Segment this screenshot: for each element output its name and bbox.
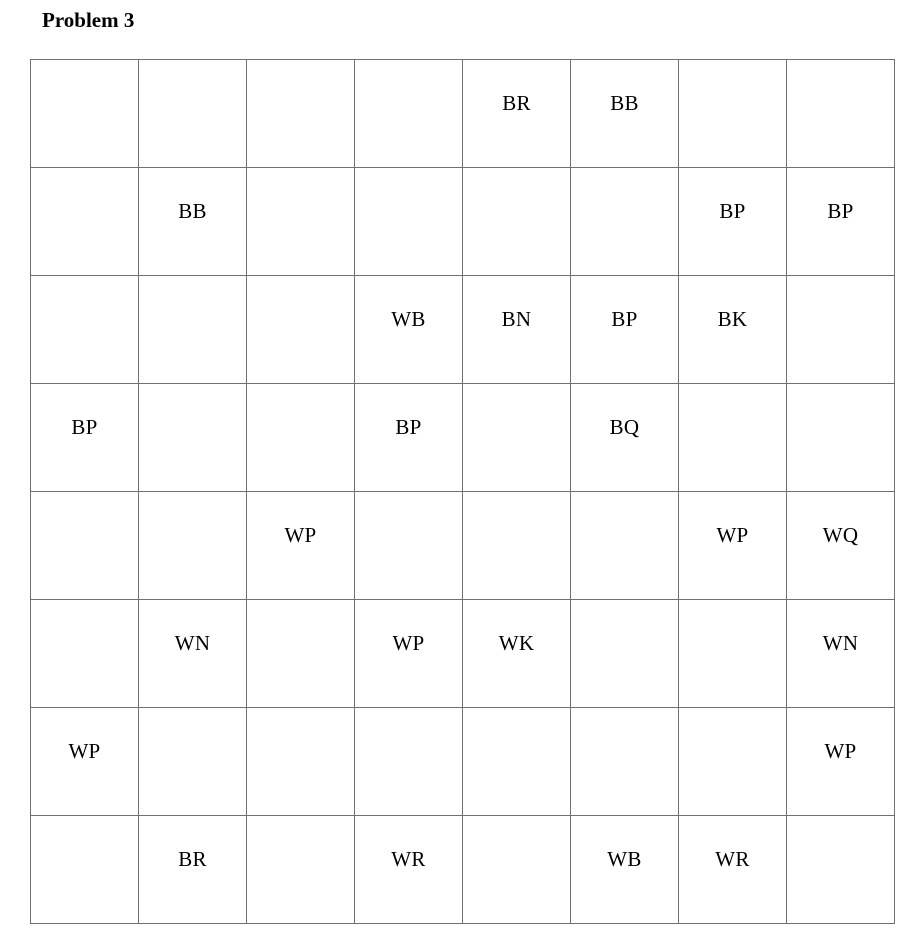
piece-label: [139, 492, 246, 525]
piece-label: WP: [716, 523, 749, 547]
board-square: [571, 60, 679, 168]
board-square: [355, 168, 463, 276]
piece-label: [355, 492, 462, 525]
piece-label: BB: [610, 91, 639, 115]
board-square: [247, 168, 355, 276]
piece-label: [679, 708, 786, 741]
board-square: [463, 492, 571, 600]
piece-label: WB: [607, 847, 642, 871]
chess-board: [30, 59, 895, 924]
piece-label: [679, 600, 786, 633]
piece-label: [139, 384, 246, 417]
board-square: [355, 60, 463, 168]
piece-label: WP: [824, 739, 857, 763]
board-square: [247, 384, 355, 492]
piece-label: BR: [178, 847, 207, 871]
piece-label: [247, 168, 354, 201]
board-square: [679, 492, 787, 600]
piece-label: [679, 60, 786, 93]
piece-label: [571, 708, 678, 741]
board-square: [139, 168, 247, 276]
board-square: [31, 708, 139, 816]
board-row: [31, 492, 895, 600]
board-square: [31, 384, 139, 492]
piece-label: [787, 816, 894, 849]
board-square: [679, 816, 787, 924]
board-square: [463, 276, 571, 384]
piece-label: [31, 600, 138, 633]
piece-label: [31, 816, 138, 849]
piece-label: [139, 708, 246, 741]
piece-label: [463, 492, 570, 525]
piece-label: BP: [719, 199, 746, 223]
piece-label: [247, 816, 354, 849]
piece-label: [139, 276, 246, 309]
piece-label: [31, 60, 138, 93]
board-square: [679, 168, 787, 276]
board-square: [679, 708, 787, 816]
piece-label: WN: [822, 631, 859, 655]
board-square: [679, 600, 787, 708]
board-square: [247, 600, 355, 708]
piece-label: [31, 492, 138, 525]
board-square: [787, 600, 895, 708]
board-square: [463, 600, 571, 708]
board-square: [571, 276, 679, 384]
piece-label: [31, 276, 138, 309]
piece-label: WR: [391, 847, 426, 871]
page-title: Problem 3: [42, 8, 135, 32]
piece-label: [787, 384, 894, 417]
piece-label: WP: [284, 523, 317, 547]
board-square: [787, 384, 895, 492]
board-square: [247, 276, 355, 384]
board-square: [139, 276, 247, 384]
piece-label: BK: [717, 307, 748, 331]
piece-label: [355, 60, 462, 93]
piece-label: [463, 384, 570, 417]
piece-label: [247, 708, 354, 741]
board-square: [787, 60, 895, 168]
board-square: [571, 708, 679, 816]
board-square: [571, 600, 679, 708]
board-square: [139, 816, 247, 924]
piece-label: BP: [395, 415, 422, 439]
board-square: [787, 276, 895, 384]
board-square: [463, 60, 571, 168]
board-row: [31, 60, 895, 168]
board-square: [463, 816, 571, 924]
piece-label: [355, 168, 462, 201]
board-square: [31, 276, 139, 384]
piece-label: BQ: [609, 415, 640, 439]
board-square: [679, 384, 787, 492]
board-square: [139, 384, 247, 492]
piece-label: WP: [392, 631, 425, 655]
piece-label: [31, 168, 138, 201]
board-square: [463, 384, 571, 492]
board-square: [787, 816, 895, 924]
board-square: [679, 60, 787, 168]
piece-label: [247, 60, 354, 93]
piece-label: WN: [174, 631, 211, 655]
board-square: [571, 492, 679, 600]
board-square: [463, 168, 571, 276]
piece-label: [355, 708, 462, 741]
piece-label: [571, 492, 678, 525]
piece-label: WP: [68, 739, 101, 763]
board-square: [355, 816, 463, 924]
board-row: [31, 816, 895, 924]
piece-label: WK: [498, 631, 535, 655]
board-row: [31, 600, 895, 708]
board-square: [355, 276, 463, 384]
piece-label: [463, 708, 570, 741]
board-square: [247, 60, 355, 168]
board-square: [787, 708, 895, 816]
piece-label: [247, 384, 354, 417]
board-row: [31, 384, 895, 492]
piece-label: [139, 60, 246, 93]
board-square: [355, 600, 463, 708]
board-square: [571, 816, 679, 924]
piece-label: BR: [502, 91, 531, 115]
piece-label: WQ: [822, 523, 859, 547]
board-square: [571, 168, 679, 276]
board-square: [355, 492, 463, 600]
piece-label: [463, 168, 570, 201]
piece-label: BN: [501, 307, 532, 331]
board-square: [463, 708, 571, 816]
board-square: [31, 492, 139, 600]
board-square: [31, 600, 139, 708]
board-square: [679, 276, 787, 384]
piece-label: BP: [827, 199, 854, 223]
board-square: [247, 492, 355, 600]
board-square: [571, 384, 679, 492]
board-square: [247, 816, 355, 924]
board-row: [31, 276, 895, 384]
piece-label: [787, 60, 894, 93]
board-square: [139, 708, 247, 816]
board-square: [355, 708, 463, 816]
piece-label: [571, 168, 678, 201]
board-square: [787, 168, 895, 276]
board-square: [139, 492, 247, 600]
piece-label: [463, 816, 570, 849]
board-row: [31, 168, 895, 276]
piece-label: [247, 276, 354, 309]
piece-label: BP: [611, 307, 638, 331]
piece-label: BB: [178, 199, 207, 223]
piece-label: WB: [391, 307, 426, 331]
board-square: [355, 384, 463, 492]
piece-label: [247, 600, 354, 633]
piece-label: [571, 600, 678, 633]
piece-label: [679, 384, 786, 417]
board-square: [139, 600, 247, 708]
piece-label: WR: [715, 847, 750, 871]
board-row: [31, 708, 895, 816]
board-square: [31, 168, 139, 276]
board-square: [787, 492, 895, 600]
board-square: [247, 708, 355, 816]
board-square: [31, 816, 139, 924]
board-square: [31, 60, 139, 168]
piece-label: [787, 276, 894, 309]
board-square: [139, 60, 247, 168]
piece-label: BP: [71, 415, 98, 439]
